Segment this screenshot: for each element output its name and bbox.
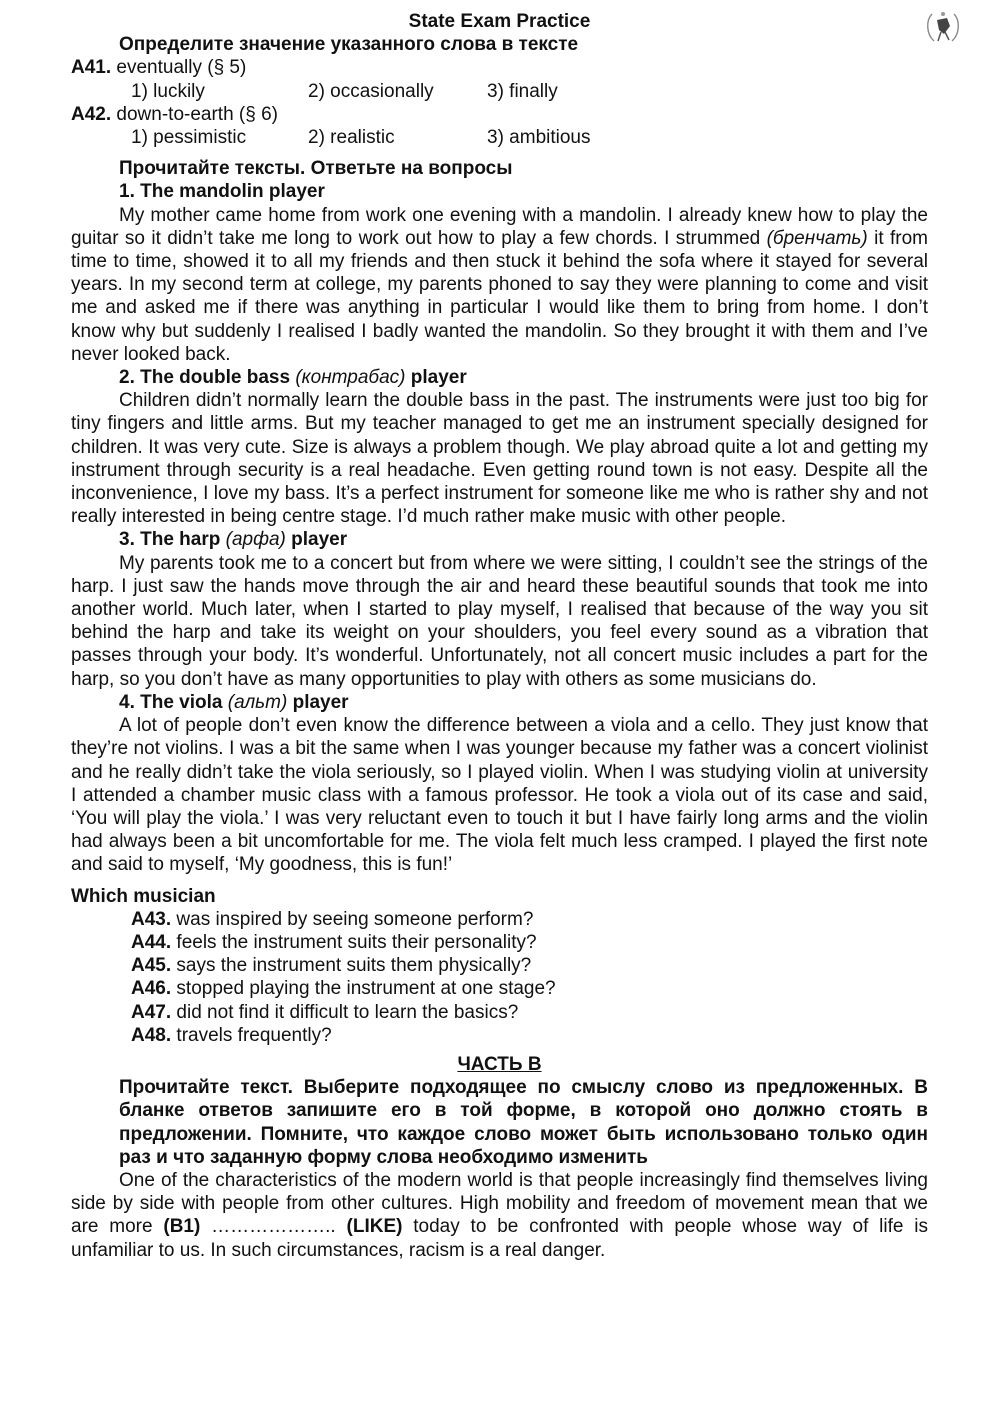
translation-note: (контрабас) [295,367,406,389]
question-text: travels frequently? [176,1024,332,1046]
question-word: eventually (§ 5) [116,57,247,79]
gap-keyword: (LIKE) [346,1216,403,1238]
options-a42 [71,126,928,149]
part-b-instruction: Прочитайте текст. Выберите подходящее по смыслу слово из предложенных. В бланке ответов запишите его в той форме, в которой оно должно стоять в предложении. Помните, что каждое слово может быть использовано только один раз и что заданную форму слова необходимо изменить [119,1077,928,1168]
heading-text: 4. The viola [119,691,223,713]
text-3-heading [71,528,928,551]
question-number: A47. [131,1001,172,1023]
heading-text: player [292,691,349,713]
paragraph-text: today to be confronted with people whose way of life is unfamiliar to us. In such circumstances, racism is a real danger. [71,1216,928,1261]
paragraph-text: One of the characteristics of the modern world is that people increasingly find themselves living side by side with people from other cultures. High mobility and freedom of movement mean that we are more [71,1169,928,1238]
heading-text: 1. The mandolin player [119,181,325,203]
option: 2) realistic [308,127,395,149]
question-a47 [71,1001,928,1024]
question-a48 [71,1024,928,1047]
question-word: down-to-earth (§ 6) [116,103,278,125]
which-musician-title: Which musician [71,885,216,907]
question-text: did not find it difficult to learn the basics? [176,1001,519,1023]
text-4-paragraph: A lot of people don’t even know the difference between a viola and a cello. They just know that they’re not violins. I was a bit the same when I was younger because my father was a concert violinist and he really didn’t take the viola seriously, so I played violin. When I was studying violin at university I attended a chamber music class with a famous professor. He took a viola out of its case and said, ‘You will play the viola.’ I was very reluctant even to touch it but I have fairly long arms and the violin had always been a bit uncomfortable for me. The viola felt much less cramped. I played the first note and said to myself, ‘My goodness, this is fun!’ [71,715,928,876]
question-a41 [71,56,928,79]
text-2-paragraph: Children didn’t normally learn the double bass in the past. The instruments were just too big for tiny fingers and little arms. But my teacher managed to get me an instrument specially designed for children. It was very cute. Size is always a problem though. We play abroad quite a lot and getting my instrument through security is a real headache. Even getting round town is not easy. Despite all the inconvenience, I love my bass. It’s a perfect instrument for someone like me who is rather shy and not really interested in being centre stage. I’d much rather make music with other people. [71,390,928,528]
text-3-paragraph: My parents took me to a concert but from where we were sitting, I couldn’t see the strings of the harp. I just saw the hands move through the air and heard these beautiful sounds that took me into another world. Much later, when I started to play myself, I realised that because of the way you sit behind the harp and take its weight on your shoulders, you feel every sound as a vibration that passes through your body. It’s wonderful. Unfortunately, not all concert music includes a part for the harp, so you don’t have as many opportunities to play with others as some musicians do. [71,552,928,690]
translation-note: (альт) [227,691,288,713]
question-number: A48. [131,1024,172,1046]
heading-text: player [410,367,467,389]
question-a43 [71,908,928,931]
translation-note: (арфа) [225,529,286,551]
part-b-paragraph [71,1169,928,1262]
option: 2) occasionally [308,80,434,102]
question-number: A45. [131,955,172,977]
reading-instruction: Прочитайте тексты. Ответьте на вопросы [119,158,513,180]
question-text: feels the instrument suits their personality? [176,931,537,953]
paragraph-text: My mother came home from work one evening with a mandolin. I already knew how to play the guitar so it didn’t take me long to work out how to play a few chords. I strummed [71,204,928,249]
question-number: A42. [71,103,112,125]
options-a41 [71,80,928,103]
question-number: A44. [131,931,172,953]
option: 1) luckily [131,80,205,102]
text-1-heading [71,180,928,203]
option: 3) ambitious [487,127,591,149]
heading-text: 2. The double bass [119,367,291,389]
question-a42 [71,103,928,126]
text-1-paragraph [71,204,928,366]
question-text: stopped playing the instrument at one stage? [176,978,556,1000]
question-number: A43. [131,908,172,930]
document-page [71,10,928,1262]
option: 3) finally [487,80,558,102]
question-a45 [71,954,928,977]
heading-text: 3. The harp [119,529,221,551]
translation-note: (бренчать) [766,227,868,249]
question-number: A46. [131,978,172,1000]
paragraph-text: it from time to time, showed it to all my friends and then stuck it behind the sofa where it stayed for several years. In my second term at college, my parents phoned to say they were planning to come and visit me and asked me if there was anything in particular I would like them to bring from home. I don’t know why but suddenly I realised I badly wanted the mandolin. So they brought it with them and I’ve never looked back. [71,227,928,365]
heading-text: player [291,529,348,551]
gap-label: (B1) [163,1216,201,1238]
part-a-instruction: Определите значение указанного слова в тексте [119,34,579,56]
text-4-heading [71,691,928,714]
page-title: State Exam Practice [408,11,591,32]
question-list [71,908,928,1047]
part-b-heading: ЧАСТЬ В [457,1053,542,1075]
text-2-heading [71,366,928,389]
gap-blank: ……………….. [211,1216,347,1238]
question-number: A41. [71,57,112,79]
option: 1) pessimistic [131,127,247,149]
question-text: says the instrument suits them physically? [176,955,532,977]
question-text: was inspired by seeing someone perform? [176,908,534,930]
question-a46 [71,977,928,1000]
question-a44 [71,931,928,954]
